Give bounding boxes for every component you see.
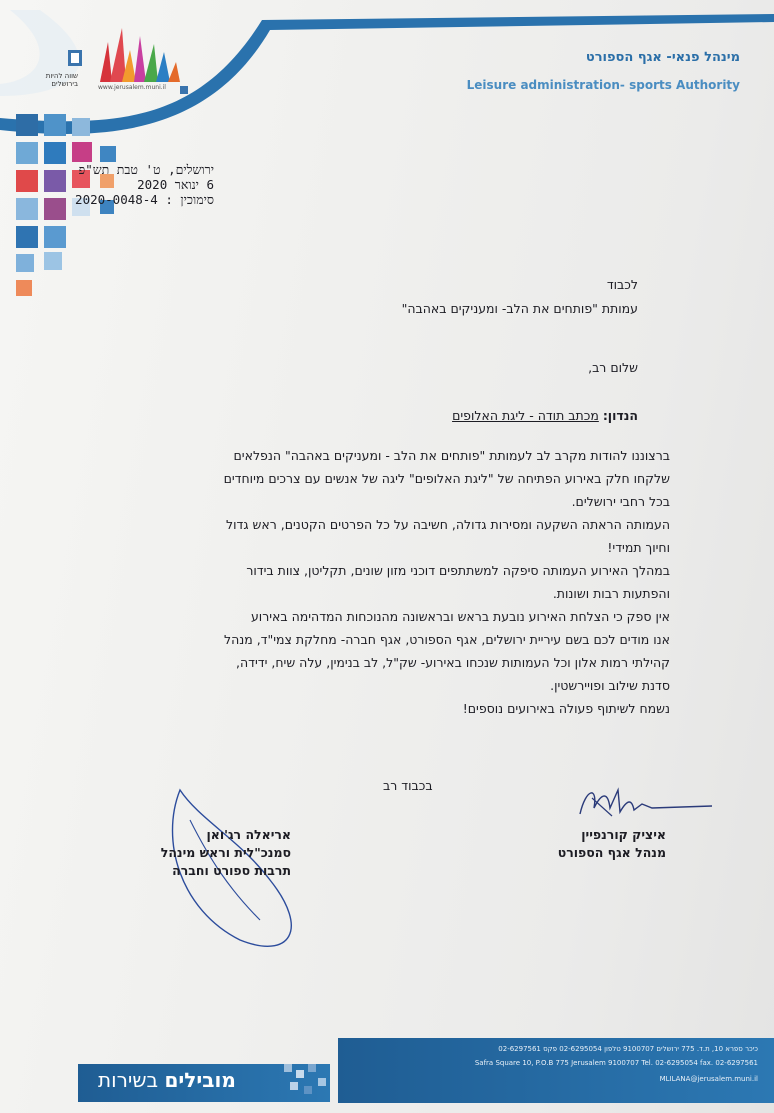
closing: בכבוד רב (383, 778, 433, 793)
signer-title: סמנכ"לית וראש מינהל (160, 845, 291, 860)
body-line: סדנת שילוב ופויירשטין. (550, 678, 670, 693)
logo-url: www.jerusalem.muni.il (98, 84, 166, 91)
letter-meta (75, 162, 214, 207)
body-line: וחיוך תמידי! (607, 540, 670, 555)
signature-block-left (91, 826, 291, 880)
slogan-rest: בשירות (98, 1068, 159, 1092)
signature-scribble-right (572, 778, 722, 828)
footer-slogan (98, 1068, 236, 1092)
body-line: שלקחו חלק באירוע הפתיחה של "ליגת האלופים" ליגה של אנשים עם צרכים מיוחדים (223, 471, 670, 486)
body-line: אנו מודים לכם בשם עיריית ירושלים, אגף הספורט, אגף חברה- מחלקת צמי"ד, מנהל (223, 632, 670, 647)
body-line: במהלך האירוע העמותה סיפקה למשתתפים דוכני מזון שונים, תקליטן, צוות בידור (246, 563, 670, 578)
body-line: נשמח לשיתוף פעולה באירועים נוספים! (462, 701, 670, 716)
body-line: ברצוננו להודות מקרב לב לעמותת "פותחים את הלב - ומעניקים באהבה" הנפלאים (233, 448, 670, 463)
footer-address-hebrew: כיכר ספרא 10, ת.ד. 775 ירושלים 9100707 טלפון 02-6295054 פקס 02-6297561 (498, 1045, 758, 1053)
reference-number: סימוכין : 2020-0048-4 (75, 192, 214, 207)
footer-pixel-pattern (280, 1060, 340, 1104)
body-line: העמותה הראתה השקעה ומסירות גדולה, חשיבה על כל הפרטים הקטנים, ראש גדול (226, 517, 670, 532)
subject-line (78, 408, 638, 423)
subject-text: מכתב תודה - ליגת האלופים (452, 408, 599, 423)
signer-name: איציק קורנפיין (581, 827, 666, 842)
body-line: קהילתי רמות אלון וכל העמותות שנכחו באירוע- שק"ל, לב בנימין, עלה שיח, ידידה, (236, 655, 670, 670)
body-line: בכל רחבי ירושלים. (571, 494, 670, 509)
greeting: שלום רב, (588, 360, 638, 375)
logo-caption: שווה להיות בירושלים (45, 72, 78, 88)
signer-name: אריאלה רג'ואן (206, 827, 291, 842)
body-line: והפתעות רבות ושונות. (552, 586, 670, 601)
salutation: לכבוד (606, 277, 638, 292)
org-name-hebrew: מינהל פנאי- אגף הספורט (585, 50, 740, 65)
footer-email: MLILANA@jerusalem.muni.il (659, 1075, 758, 1083)
letter-body (96, 444, 670, 720)
slogan-bold: מובילים (164, 1068, 236, 1092)
footer-address-english: Safra Square 10, P.O.B 775 Jerusalem 9100707 Tel. 02-6295054 fax. 02-6297561 (474, 1059, 758, 1067)
signer-title: תרבות ספורט וחברה (172, 863, 291, 878)
signature-block-right (436, 826, 666, 862)
gregorian-date: 6 ינואר 2020 (137, 177, 214, 192)
signer-title: מנהל אגף הספורט (557, 845, 666, 860)
hebrew-date: ירושלים, ט' טבת תש"פ (78, 162, 214, 177)
subject-label: הנדון: (602, 408, 638, 423)
body-line: אין ספק כי הצלחת האירוע נובעת בראש ובראשונה מהנוכחות המדהימה באירוע (250, 609, 670, 624)
recipient-name: עמותת "פותחים את הלב- ומעניקים באהבה" (401, 301, 638, 316)
org-name-english: Leisure administration- sports Authority (466, 78, 740, 92)
